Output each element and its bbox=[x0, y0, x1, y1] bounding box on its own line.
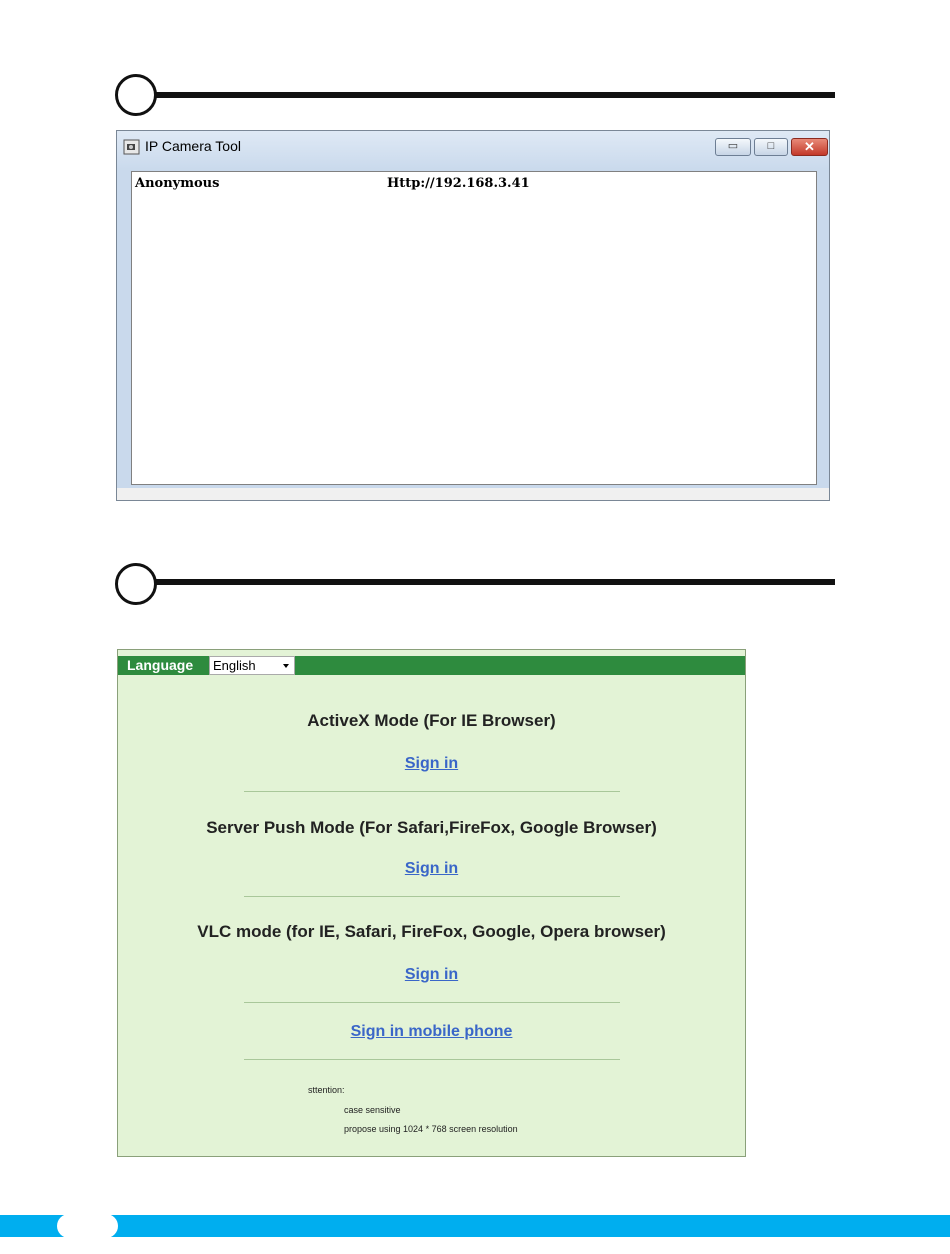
ip-camera-tool-window bbox=[116, 130, 830, 501]
activex-mode-title: ActiveX Mode (For IE Browser) bbox=[307, 711, 556, 730]
step-1-rule bbox=[155, 92, 835, 98]
server-push-mode-title: Server Push Mode (For Safari,FireFox, Google Browser) bbox=[206, 818, 657, 837]
divider bbox=[244, 1059, 620, 1060]
page-number-pill bbox=[57, 1214, 118, 1238]
divider bbox=[244, 791, 620, 792]
language-selected-value: English bbox=[213, 658, 256, 673]
mobile-sign-in-link[interactable]: Sign in mobile phone bbox=[350, 1023, 513, 1040]
camera-login-page bbox=[117, 649, 746, 1157]
vlc-sign-in-link[interactable]: Sign in bbox=[404, 966, 459, 983]
close-button[interactable]: ✕ bbox=[791, 138, 828, 156]
window-title: IP Camera Tool bbox=[145, 138, 241, 154]
step-2-circle bbox=[115, 563, 157, 605]
language-select[interactable] bbox=[209, 656, 295, 675]
camera-app-icon bbox=[123, 139, 140, 155]
camera-list bbox=[131, 171, 817, 485]
step-1-circle bbox=[115, 74, 157, 116]
camera-url[interactable]: Http://192.168.3.41 bbox=[387, 176, 530, 191]
camera-name[interactable]: Anonymous bbox=[135, 176, 220, 191]
attention-note-resolution: propose using 1024 * 768 screen resolution bbox=[344, 1124, 518, 1134]
window-status-strip bbox=[117, 488, 829, 500]
divider bbox=[244, 896, 620, 897]
server-push-sign-in-link[interactable]: Sign in bbox=[404, 860, 459, 877]
footer-bar bbox=[0, 1215, 950, 1237]
attention-note-case: case sensitive bbox=[344, 1105, 401, 1115]
minimize-button[interactable]: ▭ bbox=[715, 138, 751, 156]
language-bar bbox=[118, 656, 745, 675]
vlc-mode-title: VLC mode (for IE, Safari, FireFox, Google, Opera browser) bbox=[197, 922, 666, 941]
activex-sign-in-link[interactable]: Sign in bbox=[404, 755, 459, 772]
chevron-down-icon bbox=[283, 664, 289, 668]
step-2-rule bbox=[155, 579, 835, 585]
maximize-button[interactable]: □ bbox=[754, 138, 788, 156]
attention-heading: sttention: bbox=[308, 1085, 345, 1095]
language-label: Language bbox=[127, 657, 194, 673]
divider bbox=[244, 1002, 620, 1003]
